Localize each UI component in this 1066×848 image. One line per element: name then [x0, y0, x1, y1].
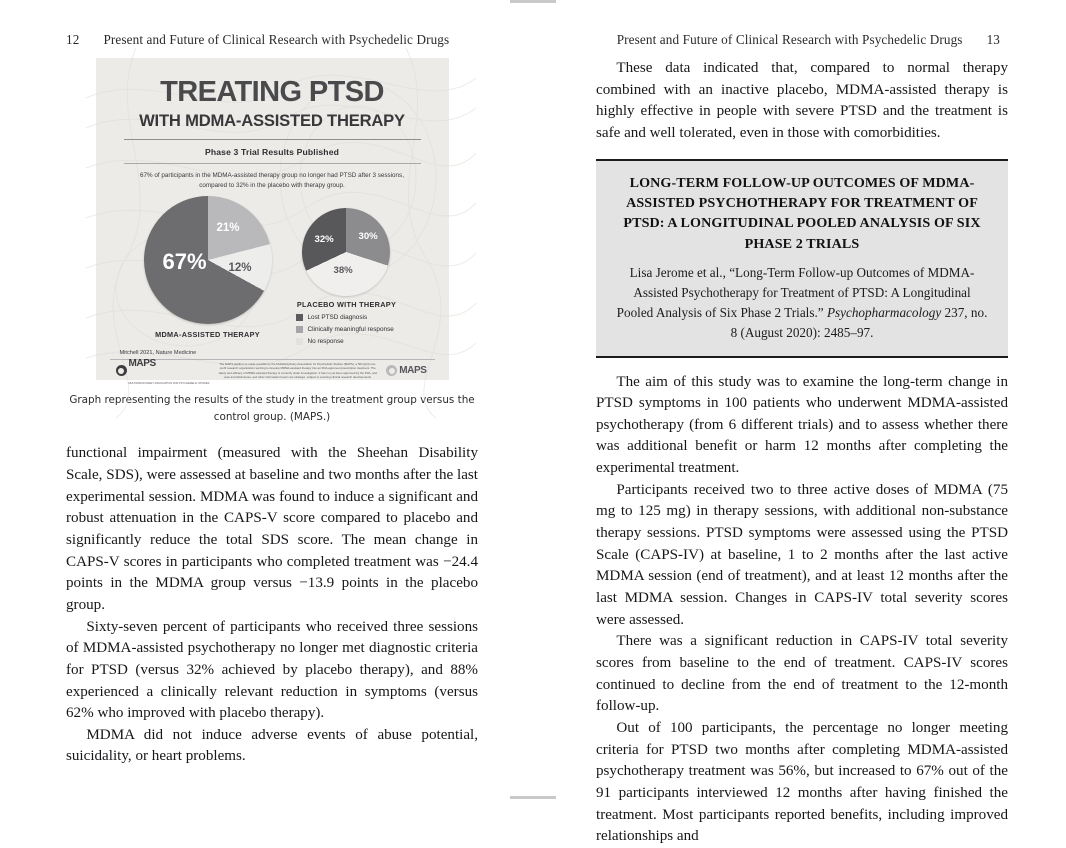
maps-wordmark: MAPS — [128, 357, 156, 369]
running-head-left-title: Present and Future of Clinical Research with Psychedelic Drugs — [103, 32, 450, 47]
divider-rule-secondary — [124, 163, 421, 164]
trim-mark-bottom — [510, 796, 556, 799]
infographic-description: 67% of participants in the MDMA-assisted therapy group no longer had PTSD after 3 sessions, compared to 32% in the placebo with therapy group. — [140, 172, 404, 189]
pie-b-value-32: 32% — [314, 233, 334, 245]
infographic-title-line2: WITH MDMA-ASSISTED THERAPY — [139, 111, 405, 130]
infographic-source: Mitchell 2021, Nature Medicine — [119, 350, 197, 356]
pie-b-caption: PLACEBO WITH THERAPY — [296, 299, 397, 309]
citation-reference — [616, 263, 988, 342]
citation-title: LONG-TERM FOLLOW-UP OUTCOMES OF MDMA-ASSISTED PSYCHOTHERAPY FOR TREATMENT OF PTSD: A LONGITUDINAL POOLED ANALYSIS OF SIX PHASE 2 TRIALS — [623, 174, 981, 252]
legend-swatch-icon — [296, 338, 303, 345]
legend-item — [296, 314, 394, 321]
legend-label: Clinically meaningful response — [307, 325, 394, 333]
spacer — [66, 425, 478, 443]
legend-swatch-icon — [296, 326, 303, 333]
maps-logo-left — [116, 353, 210, 389]
right-paragraph-4: There was a significant reduction in CAPS-IV total severity scores from baseline to the end of treatment. CAPS-IV scores continued to decline from the end of treatment to the 12-month follow-up. — [596, 633, 1008, 715]
citation-reference-tail: 237, no. 8 (August 2020): 2485–97. — [730, 304, 988, 340]
running-head-right — [617, 32, 1000, 48]
pie-a-caption: MDMA-ASSISTED THERAPY — [155, 329, 260, 339]
pie-b-value-30: 30% — [358, 230, 378, 242]
spacer — [596, 358, 1008, 372]
running-head-right-title: Present and Future of Clinical Research with Psychedelic Drugs — [616, 32, 963, 47]
right-paragraph-1: These data indicated that, compared to normal therapy combined with an inactive placebo, MDMA-assisted therapy is highly effective in people with severe PTSD and the treatment is safe and well tolerated, even in those with comorbidities. — [596, 60, 1008, 141]
left-column — [66, 58, 478, 768]
right-paragraph-2: The aim of this study was to examine the long-term change in PTSD symptoms in 100 patients who underwent MDMA-assisted psychotherapy (from 6 different trials) and to assess whether there was additional benefit or harm 12 months after completing the experimental treatment. — [596, 373, 1008, 477]
legend-item — [296, 326, 394, 333]
legend-item — [296, 338, 394, 345]
citation-box — [596, 159, 1008, 358]
figure-infographic — [66, 58, 478, 425]
left-paragraph-2: Sixty-seven percent of participants who received three sessions of MDMA-assisted psychotherapy no longer met diagnostic criteria for PTSD (versus 32% achieved by placebo therapy), and 88% experienced a clinically relevant reduction in symptoms (versus 62% who improved with placebo therapy). — [66, 618, 478, 722]
infographic-fine-print: The MAPS platform is made possible by the Multidisciplinary Association for Psychedelic Studies (MAPS), a 501(c)(3) non-profit research organization working to develop MDMA-assisted therapy into an FDA-approved prescription treatment. The safety and efficacy of MDMA-assisted therapy is currently under investigation. It has not yet been approved by the FDA, and uses and disclosures, and other information herein are strategic, subject to evolving clinical research developments. — [218, 361, 378, 379]
citation-reference-text: Lisa Jerome et al., “Long-Term Follow-up Outcomes of MDMA-Assisted Psychotherapy for Treatment of PTSD: A Longitudinal Pooled Analysis of Six Phase 2 Trials.” — [616, 265, 975, 320]
maps-circle-icon — [386, 365, 397, 376]
charts-area — [116, 194, 429, 345]
maps-tagline: MULTIDISCIPLINARY ASSOCIATION FOR PSYCHEDELIC STUDIES — [128, 381, 210, 385]
folio-right: 13 — [986, 32, 1000, 47]
running-head-left — [66, 32, 449, 48]
legend-label: Lost PTSD diagnosis — [307, 313, 368, 321]
right-column — [596, 58, 1008, 848]
infographic-panel — [96, 58, 449, 385]
infographic-title-line1: TREATING PTSD — [160, 76, 384, 108]
divider-rule-primary — [124, 139, 421, 141]
left-paragraph-1: functional impairment (measured with the Sheehan Disability Scale, SDS), were assessed at baseline and two months after the last experimental session. MDMA was found to induce a significant and robust attenuation in the CAPS-V score compared to placebo and significantly reduce the total SDS score. The mean change in CAPS-V scores in participants who completed treatment was −24.4 points in the MDMA group versus −13.9 points in the placebo group. — [66, 445, 478, 613]
citation-journal: Psychopharmacology — [826, 304, 942, 320]
figure-caption: Graph representing the results of the study in the treatment group versus the control group. (MAPS.) — [69, 394, 475, 423]
pie-a-value-67: 67% — [162, 248, 207, 274]
infographic-footer — [110, 357, 435, 385]
chart-legend — [296, 314, 394, 350]
pie-a-value-12: 12% — [228, 261, 252, 274]
folio-left: 12 — [66, 32, 80, 47]
left-paragraph-3: MDMA did not induce adverse events of abuse potential, suicidality, or heart problems. — [66, 726, 478, 765]
legend-swatch-icon — [296, 314, 303, 321]
maps-logo-right — [386, 365, 426, 376]
maps-wordmark: MAPS — [399, 365, 427, 376]
pie-a-value-21: 21% — [216, 221, 240, 234]
maps-circle-icon — [116, 365, 127, 376]
right-paragraph-3: Participants received two to three active doses of MDMA (75 mg to 125 mg) in therapy sessions, with additional non-substance therapy sessions. PTSD symptoms were assessed using the PTSD Scale (CAPS-IV) at baseline, 1 to 2 months after the last active MDMA session (end of treatment), and at least 12 months after the last MDMA session. Changes in CAPS-IV total severity scores were assessed. — [596, 481, 1008, 628]
legend-label: No response — [307, 337, 344, 345]
trim-mark-top — [510, 0, 556, 3]
pie-b-value-38: 38% — [333, 264, 353, 276]
right-paragraph-5: Out of 100 participants, the percentage no longer meeting criteria for PTSD two months after completing MDMA-assisted psychotherapy treatment was 56%, but increased to 67% out of the 91 participants interviewed 12 months after having finished the treatment. Most participants reported benefits, including improved relationships and — [596, 720, 1008, 845]
infographic-kicker: Phase 3 Trial Results Published — [204, 147, 340, 158]
pie-chart-placebo — [302, 208, 390, 296]
